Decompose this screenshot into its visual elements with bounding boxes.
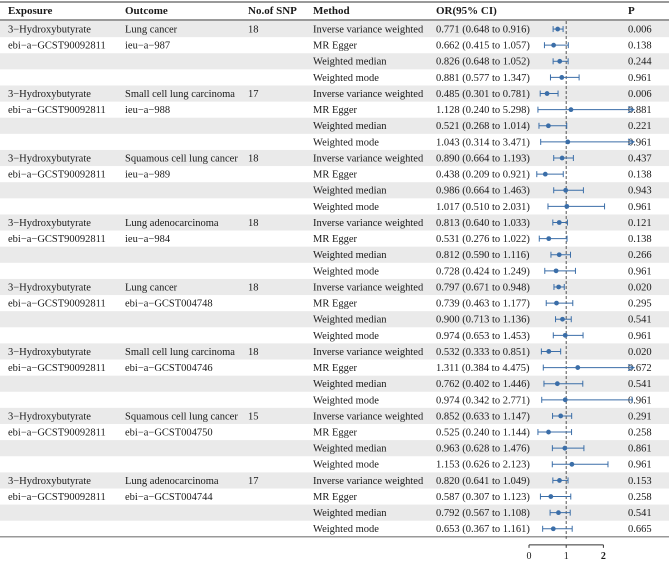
p-value: 0.258 bbox=[628, 427, 652, 439]
exposure-id: ebi−a−GCST90092811 bbox=[8, 427, 106, 439]
method-name: Weighted mode bbox=[313, 201, 379, 213]
p-value: 0.881 bbox=[628, 105, 652, 117]
p-value: 0.541 bbox=[628, 379, 652, 391]
outcome-id: ieu−a−987 bbox=[125, 40, 171, 52]
or-point bbox=[551, 43, 556, 48]
p-value: 0.861 bbox=[628, 443, 652, 455]
header-p: P bbox=[628, 5, 635, 17]
or-ci-value: 0.974 (0.342 to 2.771) bbox=[436, 395, 530, 407]
exposure-name: 3−Hydroxybutyrate bbox=[8, 217, 91, 229]
method-name: MR Egger bbox=[313, 234, 358, 246]
method-name: MR Egger bbox=[313, 427, 358, 439]
header-or: OR(95% CI) bbox=[436, 5, 497, 17]
or-point bbox=[546, 430, 551, 435]
or-point bbox=[560, 156, 565, 161]
method-name: Inverse variance weighted bbox=[313, 282, 424, 294]
method-name: MR Egger bbox=[313, 105, 358, 117]
or-ci-value: 0.762 (0.402 to 1.446) bbox=[436, 379, 530, 391]
p-value: 0.258 bbox=[628, 491, 652, 503]
exposure-name: 3−Hydroxybutyrate bbox=[8, 346, 91, 358]
p-value: 0.961 bbox=[628, 459, 652, 471]
method-name: MR Egger bbox=[313, 169, 358, 181]
p-value: 0.266 bbox=[628, 250, 652, 262]
or-ci-value: 0.532 (0.333 to 0.851) bbox=[436, 346, 530, 358]
p-value: 0.541 bbox=[628, 508, 652, 520]
outcome-name: Lung cancer bbox=[125, 282, 178, 294]
method-name: Inverse variance weighted bbox=[313, 217, 424, 229]
nsnp-value: 18 bbox=[248, 24, 259, 36]
method-name: Inverse variance weighted bbox=[313, 88, 424, 100]
or-point bbox=[557, 220, 562, 225]
or-point bbox=[548, 494, 553, 499]
method-name: Weighted median bbox=[313, 250, 387, 262]
or-point bbox=[557, 252, 562, 257]
method-name: MR Egger bbox=[313, 40, 358, 52]
p-value: 0.961 bbox=[628, 266, 652, 278]
or-ci-value: 1.017 (0.510 to 2.031) bbox=[436, 201, 530, 213]
nsnp-value: 18 bbox=[248, 153, 259, 165]
header-exposure: Exposure bbox=[8, 5, 53, 17]
or-point bbox=[546, 123, 551, 128]
outcome-name: Small cell lung carcinoma bbox=[125, 346, 235, 358]
or-point bbox=[545, 91, 550, 96]
exposure-id: ebi−a−GCST90092811 bbox=[8, 491, 106, 503]
outcome-name: Small cell lung carcinoma bbox=[125, 88, 235, 100]
p-value: 0.006 bbox=[628, 88, 652, 100]
method-name: Weighted mode bbox=[313, 459, 379, 471]
method-name: Weighted mode bbox=[313, 266, 379, 278]
method-name: Weighted mode bbox=[313, 330, 379, 342]
or-ci-value: 1.043 (0.314 to 3.471) bbox=[436, 137, 530, 149]
or-point bbox=[563, 333, 568, 338]
exposure-name: 3−Hydroxybutyrate bbox=[8, 475, 91, 487]
or-ci-value: 1.153 (0.626 to 2.123) bbox=[436, 459, 530, 471]
p-value: 0.138 bbox=[628, 169, 652, 181]
or-ci-value: 0.525 (0.240 to 1.144) bbox=[436, 427, 530, 439]
method-name: Weighted mode bbox=[313, 524, 379, 536]
method-name: Weighted median bbox=[313, 314, 387, 326]
exposure-name: 3−Hydroxybutyrate bbox=[8, 411, 91, 423]
or-ci-value: 1.311 (0.384 to 4.475) bbox=[436, 363, 530, 375]
or-ci-value: 0.890 (0.664 to 1.193) bbox=[436, 153, 530, 165]
header-method: Method bbox=[313, 5, 350, 17]
or-ci-value: 0.797 (0.671 to 0.948) bbox=[436, 282, 530, 294]
or-ci-value: 0.826 (0.648 to 1.052) bbox=[436, 56, 530, 68]
outcome-id: ieu−a−989 bbox=[125, 169, 171, 181]
or-point bbox=[558, 414, 563, 419]
exposure-name: 3−Hydroxybutyrate bbox=[8, 24, 91, 36]
method-name: Inverse variance weighted bbox=[313, 153, 424, 165]
header-outcome: Outcome bbox=[125, 5, 168, 17]
nsnp-value: 17 bbox=[248, 88, 259, 100]
exposure-name: 3−Hydroxybutyrate bbox=[8, 282, 91, 294]
p-value: 0.121 bbox=[628, 217, 652, 229]
or-point bbox=[554, 301, 559, 306]
exposure-id: ebi−a−GCST90092811 bbox=[8, 105, 106, 117]
method-name: Weighted median bbox=[313, 185, 387, 197]
or-point bbox=[556, 510, 561, 515]
nsnp-value: 18 bbox=[248, 282, 259, 294]
or-ci-value: 0.812 (0.590 to 1.116) bbox=[436, 250, 530, 262]
p-value: 0.291 bbox=[628, 411, 652, 423]
exposure-name: 3−Hydroxybutyrate bbox=[8, 88, 91, 100]
or-point bbox=[554, 268, 559, 273]
or-ci-value: 0.771 (0.648 to 0.916) bbox=[436, 24, 530, 36]
nsnp-value: 18 bbox=[248, 217, 259, 229]
or-point bbox=[557, 59, 562, 64]
or-ci-value: 0.728 (0.424 to 1.249) bbox=[436, 266, 530, 278]
x-tick-label: 1 bbox=[563, 550, 569, 561]
method-name: Weighted median bbox=[313, 379, 387, 391]
or-point bbox=[555, 27, 560, 32]
outcome-name: Squamous cell lung cancer bbox=[125, 411, 238, 423]
or-point bbox=[562, 446, 567, 451]
or-point bbox=[556, 285, 561, 290]
p-value: 0.437 bbox=[628, 153, 652, 165]
exposure-id: ebi−a−GCST90092811 bbox=[8, 169, 106, 181]
outcome-name: Lung adenocarcinoma bbox=[125, 475, 219, 487]
or-point bbox=[555, 381, 560, 386]
or-ci-value: 0.587 (0.307 to 1.123) bbox=[436, 491, 530, 503]
method-name: MR Egger bbox=[313, 363, 358, 375]
method-name: Inverse variance weighted bbox=[313, 24, 424, 36]
or-ci-value: 0.974 (0.653 to 1.453) bbox=[436, 330, 530, 342]
or-ci-value: 0.792 (0.567 to 1.108) bbox=[436, 508, 530, 520]
exposure-id: ebi−a−GCST90092811 bbox=[8, 234, 106, 246]
p-value: 0.295 bbox=[628, 298, 652, 310]
or-point bbox=[559, 75, 564, 80]
exposure-id: ebi−a−GCST90092811 bbox=[8, 363, 106, 375]
method-name: Weighted median bbox=[313, 443, 387, 455]
or-point bbox=[557, 478, 562, 483]
or-point bbox=[563, 188, 568, 193]
outcome-id: ieu−a−984 bbox=[125, 234, 171, 246]
p-value: 0.153 bbox=[628, 475, 652, 487]
method-name: Weighted mode bbox=[313, 395, 379, 407]
outcome-id: ebi−a−GCST004746 bbox=[125, 363, 213, 375]
p-value: 0.244 bbox=[628, 56, 652, 68]
or-point bbox=[551, 526, 556, 531]
outcome-id: ebi−a−GCST004750 bbox=[125, 427, 213, 439]
or-ci-value: 0.438 (0.209 to 0.921) bbox=[436, 169, 530, 181]
method-name: Weighted median bbox=[313, 121, 387, 133]
p-value: 0.672 bbox=[628, 363, 652, 375]
p-value: 0.961 bbox=[628, 330, 652, 342]
or-ci-value: 0.739 (0.463 to 1.177) bbox=[436, 298, 530, 310]
method-name: MR Egger bbox=[313, 298, 358, 310]
p-value: 0.020 bbox=[628, 346, 652, 358]
p-value: 0.961 bbox=[628, 395, 652, 407]
outcome-id: ebi−a−GCST004748 bbox=[125, 298, 213, 310]
or-ci-value: 0.986 (0.664 to 1.463) bbox=[436, 185, 530, 197]
exposure-id: ebi−a−GCST90092811 bbox=[8, 40, 106, 52]
or-point bbox=[546, 349, 551, 354]
p-value: 0.221 bbox=[628, 121, 652, 133]
exposure-id: ebi−a−GCST90092811 bbox=[8, 298, 106, 310]
or-ci-value: 0.653 (0.367 to 1.161) bbox=[436, 524, 530, 536]
or-point bbox=[560, 317, 565, 322]
or-ci-value: 0.813 (0.640 to 1.033) bbox=[436, 217, 530, 229]
method-name: MR Egger bbox=[313, 491, 358, 503]
or-ci-value: 0.485 (0.301 to 0.781) bbox=[436, 88, 530, 100]
header-nsnp: No.of SNP bbox=[248, 5, 297, 17]
or-point bbox=[563, 397, 568, 402]
or-ci-value: 1.128 (0.240 to 5.298) bbox=[436, 105, 530, 117]
or-ci-value: 0.963 (0.628 to 1.476) bbox=[436, 443, 530, 455]
or-point bbox=[575, 365, 580, 370]
outcome-id: ebi−a−GCST004744 bbox=[125, 491, 213, 503]
exposure-name: 3−Hydroxybutyrate bbox=[8, 153, 91, 165]
p-value: 0.961 bbox=[628, 201, 652, 213]
x-tick-label: 2 bbox=[600, 550, 606, 561]
or-ci-value: 0.531 (0.276 to 1.022) bbox=[436, 234, 530, 246]
p-value: 0.138 bbox=[628, 40, 652, 52]
or-point bbox=[564, 204, 569, 209]
or-point bbox=[569, 107, 574, 112]
or-point bbox=[543, 172, 548, 177]
outcome-name: Squamous cell lung cancer bbox=[125, 153, 238, 165]
or-point bbox=[546, 236, 551, 241]
method-name: Weighted mode bbox=[313, 137, 379, 149]
p-value: 0.961 bbox=[628, 137, 652, 149]
p-value: 0.020 bbox=[628, 282, 652, 294]
p-value: 0.665 bbox=[628, 524, 652, 536]
method-name: Inverse variance weighted bbox=[313, 411, 424, 423]
or-ci-value: 0.521 (0.268 to 1.014) bbox=[436, 121, 530, 133]
p-value: 0.138 bbox=[628, 234, 652, 246]
outcome-name: Lung cancer bbox=[125, 24, 178, 36]
or-ci-value: 0.900 (0.713 to 1.136) bbox=[436, 314, 530, 326]
p-value: 0.541 bbox=[628, 314, 652, 326]
or-ci-value: 0.662 (0.415 to 1.057) bbox=[436, 40, 530, 52]
outcome-id: ieu−a−988 bbox=[125, 105, 171, 117]
method-name: Weighted mode bbox=[313, 72, 379, 84]
method-name: Inverse variance weighted bbox=[313, 346, 424, 358]
outcome-name: Lung adenocarcinoma bbox=[125, 217, 219, 229]
or-point bbox=[569, 462, 574, 467]
method-name: Weighted median bbox=[313, 56, 387, 68]
nsnp-value: 18 bbox=[248, 346, 259, 358]
or-ci-value: 0.852 (0.633 to 1.147) bbox=[436, 411, 530, 423]
p-value: 0.006 bbox=[628, 24, 652, 36]
nsnp-value: 15 bbox=[248, 411, 259, 423]
or-ci-value: 0.820 (0.641 to 1.049) bbox=[436, 475, 530, 487]
or-point bbox=[565, 140, 570, 145]
p-value: 0.943 bbox=[628, 185, 652, 197]
nsnp-value: 17 bbox=[248, 475, 259, 487]
or-ci-value: 0.881 (0.577 to 1.347) bbox=[436, 72, 530, 84]
x-tick-label: 0 bbox=[526, 550, 532, 561]
method-name: Inverse variance weighted bbox=[313, 475, 424, 487]
p-value: 0.961 bbox=[628, 72, 652, 84]
x-axis bbox=[527, 545, 606, 561]
method-name: Weighted median bbox=[313, 508, 387, 520]
